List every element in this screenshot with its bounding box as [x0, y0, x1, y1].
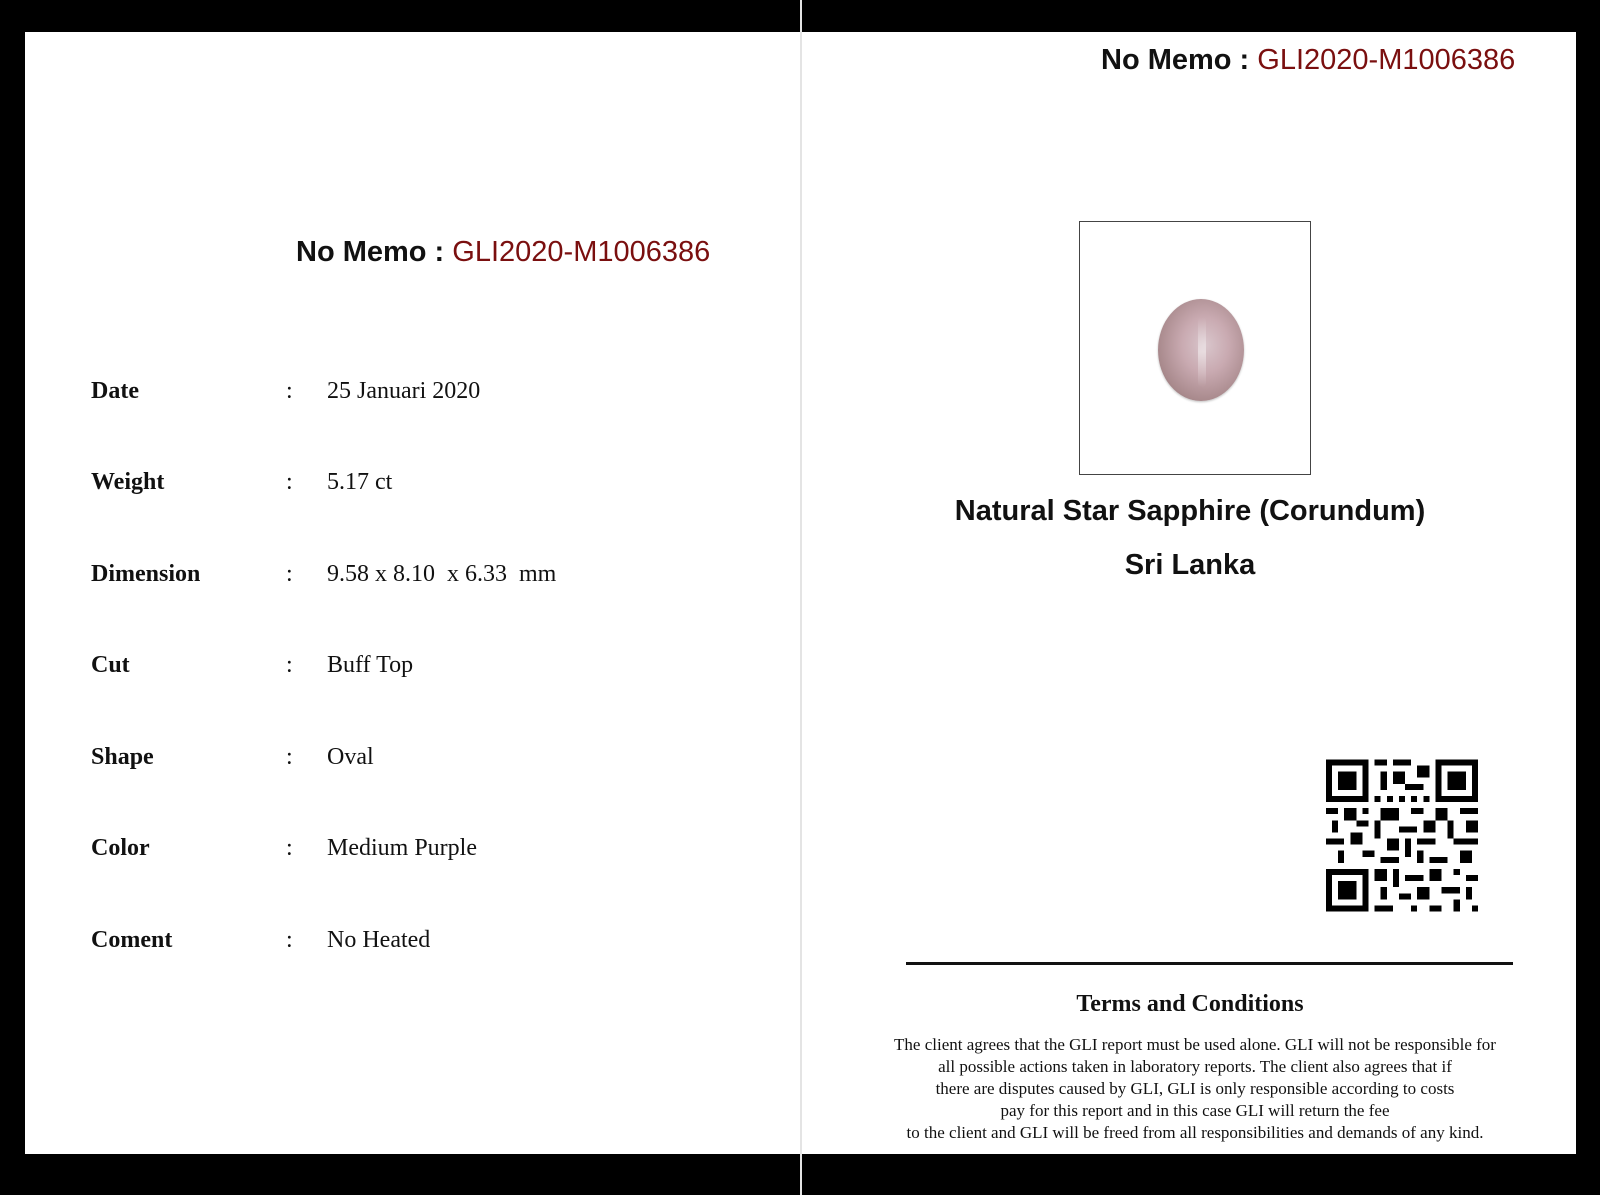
field-separator: :: [286, 927, 293, 953]
star-reflection: [1198, 317, 1206, 387]
field-label: Shape: [91, 744, 154, 770]
memo-number-left: [296, 236, 710, 269]
terms-body: [850, 1034, 1540, 1144]
memo-code: GLI2020-M1006386: [1257, 44, 1516, 76]
terms-line: The client agrees that the GLI report must be used alone. GLI will not be responsible for: [894, 1035, 1496, 1054]
gem-name: Natural Star Sapphire (Corundum): [954, 495, 1426, 527]
field-comment: [91, 927, 711, 961]
field-value: 5.17 ct: [327, 469, 393, 495]
field-value: 9.58 x 8.10 x 6.33 mm: [327, 561, 557, 587]
field-separator: :: [286, 469, 293, 495]
field-label: Cut: [91, 652, 130, 678]
field-color: [91, 835, 711, 869]
gem-photo-frame: [1079, 221, 1311, 475]
terms-line: to the client and GLI will be freed from all responsibilities and demands of any kind.: [906, 1123, 1484, 1142]
field-separator: :: [286, 378, 293, 404]
gem-origin: Sri Lanka: [1124, 549, 1256, 581]
field-date: [91, 378, 711, 412]
terms-line: pay for this report and in this case GLI will return the fee: [1000, 1101, 1390, 1120]
field-value: Medium Purple: [327, 835, 477, 861]
field-value: Oval: [327, 744, 374, 770]
field-label: Color: [91, 835, 150, 861]
field-value: No Heated: [327, 927, 431, 953]
field-separator: :: [286, 835, 293, 861]
field-value: 25 Januari 2020: [327, 378, 481, 404]
field-label: Weight: [91, 469, 165, 495]
field-value: Buff Top: [327, 652, 414, 678]
memo-label: No Memo :: [296, 236, 445, 268]
terms-line: there are disputes caused by GLI, GLI is only responsible according to costs: [935, 1079, 1455, 1098]
terms-divider-rule: [906, 962, 1513, 965]
field-cut: [91, 652, 711, 686]
terms-line: all possible actions taken in laboratory reports. The client also agrees that if: [938, 1057, 1452, 1076]
gemstone-image: [1158, 299, 1244, 401]
field-label: Coment: [91, 927, 173, 953]
memo-number-right: [1101, 44, 1515, 77]
field-weight: [91, 469, 711, 503]
qr-code-icon: [1326, 755, 1478, 916]
field-label: Date: [91, 378, 139, 404]
terms-title: Terms and Conditions: [1076, 991, 1304, 1017]
field-label: Dimension: [91, 561, 201, 587]
memo-label: No Memo :: [1101, 44, 1250, 76]
field-separator: :: [286, 652, 293, 678]
memo-code: GLI2020-M1006386: [452, 236, 711, 268]
field-separator: :: [286, 561, 293, 587]
field-dimension: [91, 561, 711, 595]
center-divider: [800, 0, 802, 1195]
field-separator: :: [286, 744, 293, 770]
field-shape: [91, 744, 711, 778]
